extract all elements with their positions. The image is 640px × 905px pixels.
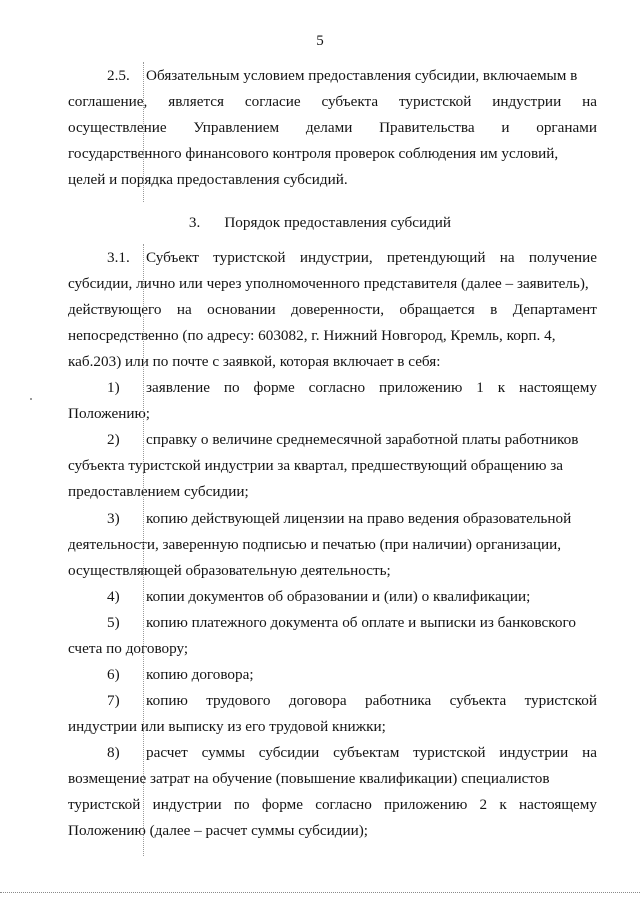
section-number: 3.	[188, 214, 201, 231]
word: 1	[476, 379, 484, 396]
word: согласно	[308, 379, 366, 396]
word: туристской	[68, 796, 141, 813]
section-3-heading	[0, 214, 640, 232]
word: Департамент	[512, 301, 597, 318]
list-item-8-line-1	[146, 744, 597, 762]
list-item-5-number: 5)	[107, 614, 120, 631]
clause-3-1-line-1	[146, 249, 597, 267]
word: индустрии	[499, 744, 569, 761]
word: договора	[288, 692, 347, 709]
word: доверенности,	[290, 301, 384, 318]
page-bottom-edge	[0, 892, 640, 893]
word: на	[499, 249, 515, 266]
word: Субъект	[146, 249, 199, 266]
list-item-3-line-2: деятельности, заверенную подписью и печатью (при наличии) организации,	[68, 536, 562, 553]
list-item-7-line-2: индустрии или выписку из его трудовой книжки;	[68, 718, 386, 735]
word: туристской	[213, 249, 286, 266]
word: заявление	[146, 379, 211, 396]
word: согласно	[315, 796, 372, 813]
word: в	[490, 301, 498, 318]
word: субъекта	[321, 93, 379, 110]
word: соглашение,	[68, 93, 148, 110]
clause-2-5-text: Обязательным условием предоставления субсидии, включаемым в	[146, 67, 578, 84]
line-text: справку о величине среднемесячной заработной платы работников	[146, 431, 579, 448]
section-title: Порядок предоставления субсидий	[224, 214, 452, 231]
word: суммы	[201, 744, 245, 761]
list-item-7-line-1	[146, 692, 597, 710]
clause-3-1-line-2: субсидии, лично или через уполномоченного представителя (далее – заявитель),	[68, 275, 589, 292]
list-item-2-line-3: предоставлением субсидии;	[68, 483, 249, 500]
word: приложению	[379, 379, 463, 396]
word: к	[499, 796, 507, 813]
word: обращается	[399, 301, 475, 318]
clause-2-5-line-4: государственного финансового контроля проверок соблюдения им условий,	[68, 145, 559, 162]
list-item-8-line-3	[68, 796, 597, 814]
word: Правительства	[379, 119, 475, 136]
word: основании	[207, 301, 276, 318]
word: согласие	[244, 93, 301, 110]
word: туристской	[398, 93, 472, 110]
word: форме	[261, 796, 303, 813]
page-number: 5	[316, 33, 324, 49]
scan-speck	[30, 398, 32, 400]
list-item-5-line-2: счета по договору;	[68, 640, 189, 657]
list-item-8-number: 8)	[107, 744, 120, 761]
clause-2-5-line-3	[68, 119, 597, 137]
clause-2-5-line-5: целей и порядка предоставления субсидий.	[68, 171, 348, 188]
word: 2	[479, 796, 488, 813]
word: туристской	[413, 744, 486, 761]
word: органами	[536, 119, 597, 136]
list-item-4-number: 4)	[107, 588, 120, 605]
word: индустрии	[492, 93, 562, 110]
clause-3-1-line-3	[68, 301, 597, 319]
word: индустрии	[152, 796, 222, 813]
list-item-7-number: 7)	[107, 692, 120, 709]
list-item-6-number: 6)	[107, 666, 120, 683]
list-item-2-number: 2)	[107, 431, 120, 448]
clause-3-1-number: 3.1.	[107, 249, 130, 266]
word: на	[582, 93, 597, 110]
list-item-8-line-2: возмещение затрат на обучение (повышение квалификации) специалистов	[68, 770, 550, 787]
clause-2-5-number: 2.5.	[107, 67, 130, 84]
word: получение	[528, 249, 597, 266]
word: на	[582, 744, 597, 761]
list-item-6-line-1: копию договора;	[146, 666, 254, 683]
word: по	[223, 379, 240, 396]
list-item-5-line-1: копию платежного документа об оплате и выписки из банковского	[146, 614, 576, 631]
clause-2-5-line-1	[146, 67, 597, 85]
word: субъектам	[333, 744, 400, 761]
list-item-1-number: 1)	[107, 379, 120, 396]
word: субъекта	[449, 692, 507, 709]
list-item-3-line-3: осуществляющей образовательную деятельность;	[68, 562, 391, 579]
word: индустрии,	[299, 249, 373, 266]
word: на	[176, 301, 192, 318]
word: трудового	[206, 692, 271, 709]
list-item-1-line-2: Положению;	[68, 405, 151, 422]
clause-3-1-line-4: непосредственно (по адресу: 603082, г. Нижний Новгород, Кремль, корп. 4,	[68, 327, 556, 344]
word: работника	[364, 692, 432, 709]
clause-2-5-line-2	[68, 93, 597, 111]
list-item-3-number: 3)	[107, 510, 120, 527]
word: настоящему	[519, 796, 597, 813]
word: субсидии	[258, 744, 320, 761]
word: настоящему	[518, 379, 597, 396]
word: туристской	[524, 692, 597, 709]
word: приложению	[384, 796, 468, 813]
clause-3-1-line-5: каб.203) или по почте с заявкой, которая включает в себя:	[68, 353, 441, 370]
list-item-3-line-1: копию действующей лицензии на право ведения образовательной	[146, 510, 572, 527]
word: копию	[146, 692, 188, 709]
scan-fold-line	[143, 244, 144, 856]
word: к	[497, 379, 506, 396]
word: Управлением	[193, 119, 280, 136]
word: действующего	[68, 301, 162, 318]
word: по	[233, 796, 250, 813]
list-item-8-line-4: Положению (далее – расчет суммы субсидии);	[68, 822, 369, 839]
word: форме	[253, 379, 295, 396]
word: расчет	[146, 744, 188, 761]
list-item-2-line-1	[146, 431, 597, 449]
word: и	[501, 119, 510, 136]
word: делами	[305, 119, 353, 136]
word: является	[168, 93, 225, 110]
word: претендующий	[386, 249, 486, 266]
list-item-4-line-1: копии документов об образовании и (или) о квалификации;	[146, 588, 531, 605]
word: осуществление	[68, 119, 167, 136]
list-item-2-line-2: субъекта туристской индустрии за квартал, предшествующий обращению за	[68, 457, 564, 474]
scan-fold-line	[143, 62, 144, 202]
list-item-1-line-1	[146, 379, 597, 397]
